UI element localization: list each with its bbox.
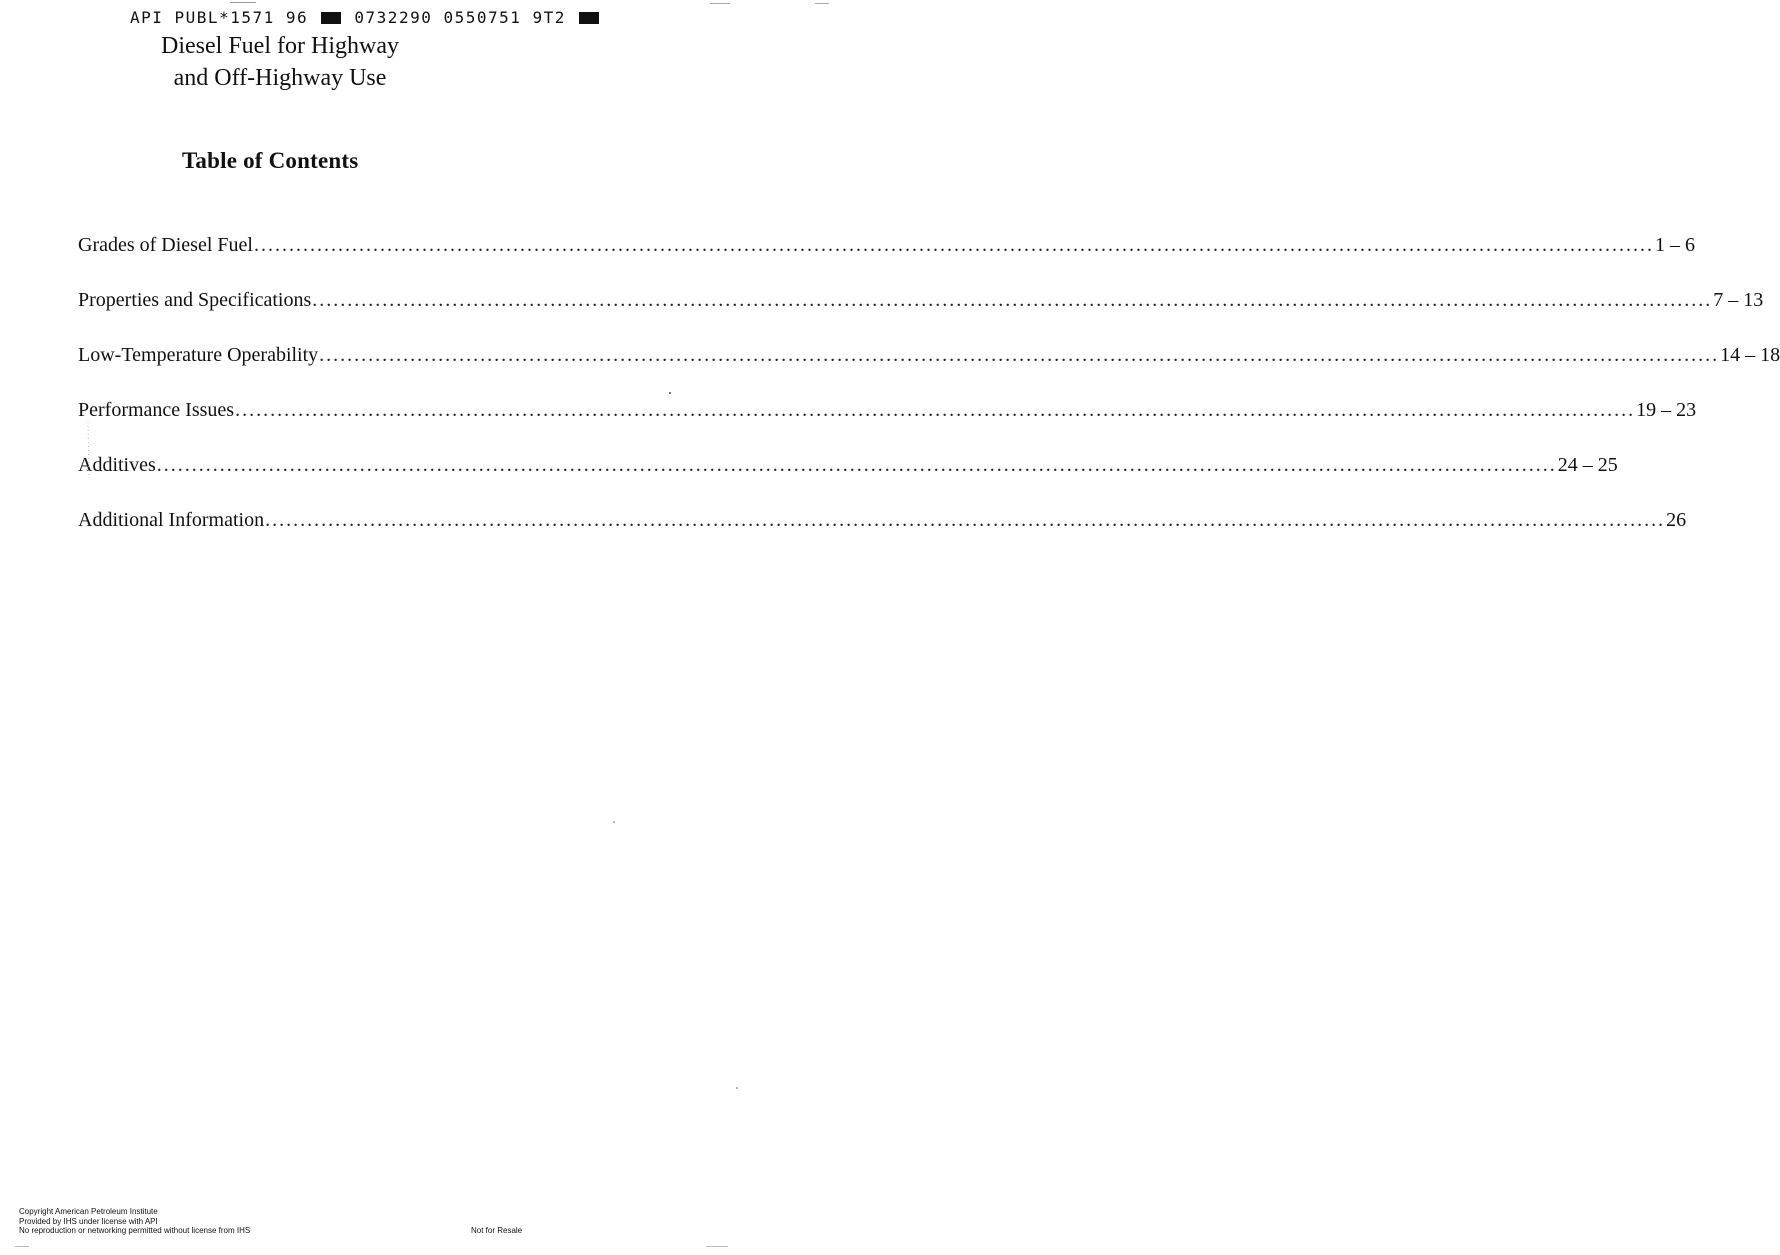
scan-speck bbox=[710, 3, 730, 4]
toc-entry-pages: 1 – 6 bbox=[1654, 234, 1695, 256]
toc-leader-dots: ........................................................................................................................................................................................................ bbox=[235, 399, 1636, 421]
scan-speck bbox=[15, 1246, 29, 1247]
toc-entry-title: Performance Issues bbox=[78, 399, 235, 421]
toc-entry-pages: 26 bbox=[1666, 509, 1687, 531]
scan-speck bbox=[669, 392, 671, 394]
scan-speck bbox=[613, 821, 615, 823]
document-code-prefix: API PUBL*1571 96 bbox=[130, 8, 309, 27]
copyright-footer bbox=[19, 1207, 250, 1236]
toc-entry-title: Additional Information bbox=[78, 509, 265, 531]
toc-entry-title: Properties and Specifications bbox=[78, 289, 312, 311]
toc-entry-pages: 7 – 13 bbox=[1713, 289, 1764, 311]
toc-entry-pages: 24 – 25 bbox=[1557, 454, 1618, 476]
toc-leader-dots: ........................................................................................................................................................................................................ bbox=[253, 234, 1654, 256]
scan-speck bbox=[815, 3, 829, 4]
footer-line: No reproduction or networking permitted without license from IHS bbox=[19, 1226, 251, 1235]
toc-entry-pages: 19 – 23 bbox=[1636, 399, 1697, 421]
toc-leader-dots: ........................................................................................................................................................................................................ bbox=[319, 344, 1720, 366]
toc-heading: Table of Contents bbox=[182, 148, 359, 173]
document-title-line-2: and Off-Highway Use bbox=[173, 65, 387, 91]
footer-line: Copyright American Petroleum Institute bbox=[19, 1207, 158, 1216]
document-title-line-1: Diesel Fuel for Highway bbox=[161, 33, 399, 59]
toc-entry-title: Low-Temperature Operability bbox=[78, 344, 319, 366]
toc-leader-dots: ........................................................................................................................................................................................................ bbox=[312, 289, 1713, 311]
scan-speck bbox=[230, 2, 256, 3]
toc-entry-pages: 14 – 18 bbox=[1720, 344, 1780, 366]
footer-line: Provided by IHS under license with API bbox=[19, 1216, 158, 1226]
not-for-resale-label: Not for Resale bbox=[471, 1226, 523, 1235]
scan-speck bbox=[706, 1246, 728, 1247]
toc-leader-dots: ........................................................................................................................................................................................................ bbox=[156, 454, 1557, 476]
toc-entry-title: Grades of Diesel Fuel bbox=[78, 234, 253, 256]
document-code-number: 0732290 0550751 9T2 bbox=[354, 8, 566, 27]
scan-speck bbox=[736, 1087, 738, 1089]
scan-speck bbox=[88, 422, 89, 476]
toc-leader-dots: ........................................................................................................................................................................................................ bbox=[265, 509, 1666, 531]
toc-entry-title: Additives bbox=[78, 454, 156, 476]
